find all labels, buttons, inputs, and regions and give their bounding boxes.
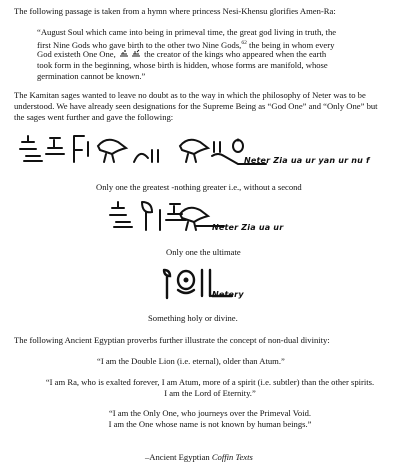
quote-line-2-start: first Nine Gods who gave birth to the other two Nine Gods, (37, 40, 242, 50)
quote-line-2-end: the being in whom every (246, 40, 335, 50)
quote-line-1: “August Soul which came into being in primeval time, the great god living in truth, the (37, 27, 337, 37)
hieroglyph-3-caption: Something holy or divine. (148, 313, 238, 323)
attribution-prefix: –Ancient Egyptian (145, 452, 212, 462)
proverbs-intro: The following Ancient Egyptian proverbs further illustrate the concept of non-dual divinity: (14, 335, 330, 345)
para2-line-1: The Kamitan sages wanted to leave no doubt as to the way in which the philosophy of Neter was to be (14, 90, 366, 100)
intro-line: The following passage is taken from a hymn where princess Nesi-Khensu glorifies Amen-Ra: (14, 6, 336, 16)
inline-hieroglyph-one-one (118, 49, 142, 59)
hieroglyph-3-transliteration: Netery (212, 290, 244, 299)
hieroglyph-row-1 (16, 132, 266, 172)
hieroglyph-2-transliteration: Neter Zia ua ur (212, 223, 284, 232)
hieroglyph-1-caption: Only one the greatest -nothing greater i.e., without a second (96, 182, 302, 192)
attribution (145, 452, 253, 463)
proverb-3-line-1: “I am the Only One, who journeys over the Primeval Void. (108, 408, 312, 418)
quote-line-3 (37, 49, 326, 60)
proverb-2-line-1: “I am Ra, who is exalted forever, I am Atum, more of a spirit (i.e. subtler) than the other spirits. (45, 377, 375, 387)
proverb-1: “I am the Double Lion (i.e. eternal), older than Atum.” (97, 356, 285, 366)
quote-line-3-end: the creator of the kings who appeared when the earth (141, 49, 327, 59)
footnote-ref[interactable]: 62 (241, 40, 247, 46)
hieroglyph-1-transliteration: Neter Zia ua ur yan ur nu f (244, 156, 370, 165)
proverb-2-line-2: I am the Lord of Eternity.” (164, 388, 256, 398)
attribution-title: Coffin Texts (211, 452, 253, 462)
hieroglyph-2-caption: Only one the ultimate (166, 247, 241, 257)
quote-line-4: took form in the beginning, whose birth is hidden, whose forms are manifold, whose (37, 60, 328, 70)
quote-line-3-start: God existeth One One, (37, 49, 116, 59)
proverb-3-line-2: I am the One whose name is not known by human beings.” (108, 419, 312, 429)
quote-line-5: germination cannot be known.” (37, 71, 146, 81)
para2-line-3: the sages went further and gave the following: (14, 112, 174, 122)
hieroglyph-row-2 (108, 198, 228, 234)
para2-line-2: understood. We have already seen designations for the Supreme Being as “God One” and “Only One” but (14, 101, 378, 111)
